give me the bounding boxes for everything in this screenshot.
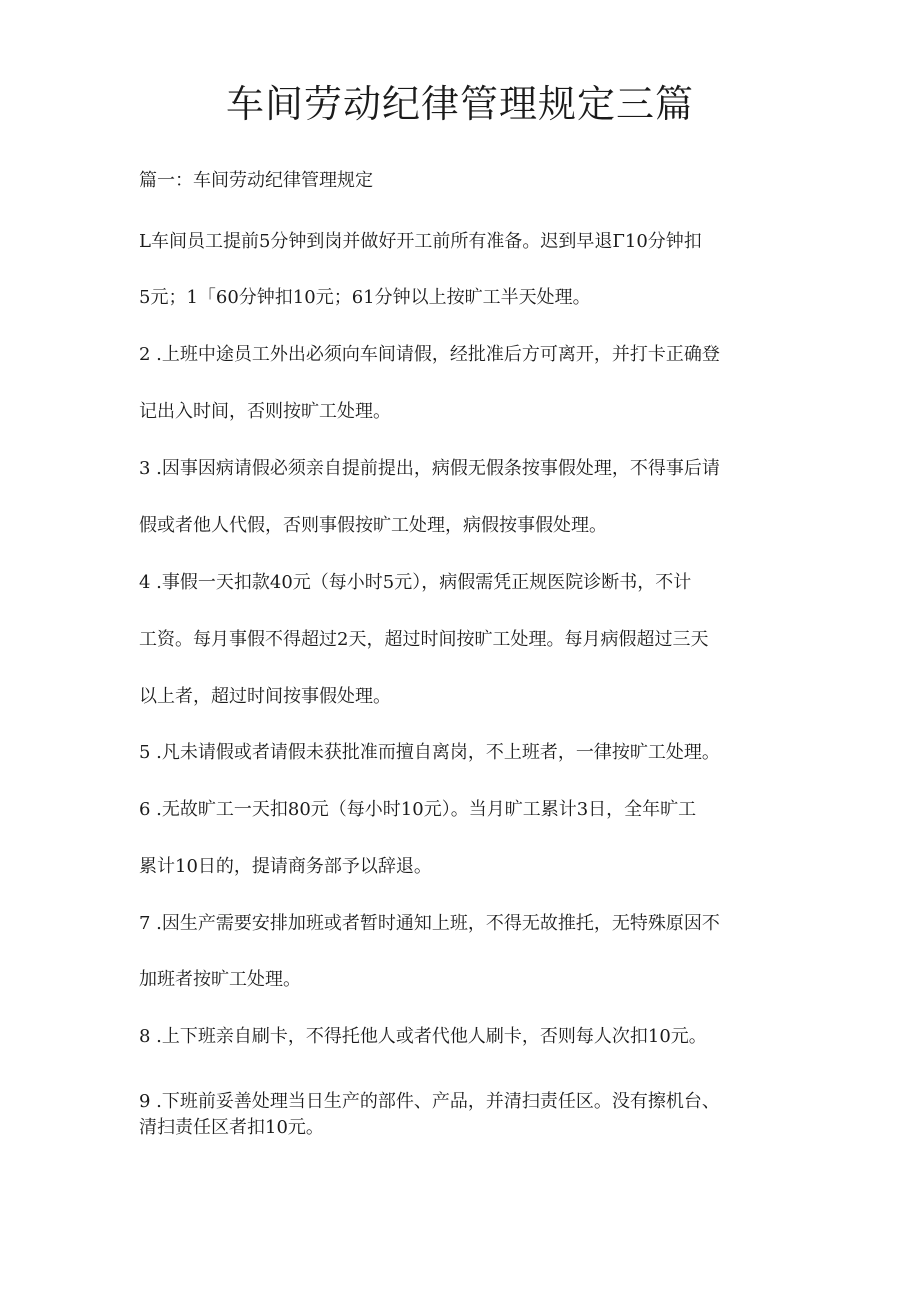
rule-5-line-1: 5 .凡未请假或者请假未获批准而擅自离岗，不上班者，一律按旷工处理。 bbox=[139, 742, 720, 763]
document-title: 车间劳动纪律管理规定三篇 bbox=[225, 82, 694, 126]
rule-1-line-1: L车间员工提前5分钟到岗并做好开工前所有准备。迟到早退Γ10分钟扣 bbox=[139, 231, 702, 252]
rule-7-line-1: 7 .因生产需要安排加班或者暂时通知上班，不得无故推托，无特殊原因不 bbox=[139, 913, 720, 934]
rule-4-line-3: 以上者，超过时间按事假处理。 bbox=[139, 686, 391, 707]
rule-9 bbox=[139, 1089, 809, 1141]
rule-1-line-2: 5元；1「60分钟扣10元；61分钟以上按旷工半天处理。 bbox=[139, 287, 591, 308]
rule-9-line-2: 清扫责任区者扣10元。 bbox=[139, 1117, 324, 1138]
rule-7-line-2: 加班者按旷工处理。 bbox=[139, 969, 301, 990]
rule-4-line-1: 4 .事假一天扣款40元（每小时5元），病假需凭正规医院诊断书，不计 bbox=[139, 572, 692, 593]
rule-3-line-1: 3 .因事因病请假必须亲自提前提出，病假无假条按事假处理，不得事后请 bbox=[139, 458, 720, 479]
rule-8-line-1: 8 .上下班亲自刷卡，不得托他人或者代他人刷卡，否则每人次扣10元。 bbox=[139, 1026, 707, 1047]
rule-6-line-1: 6 .无故旷工一天扣80元（每小时10元）。当月旷工累计3日，全年旷工 bbox=[139, 799, 697, 820]
rule-2-line-2: 记出入时间，否则按旷工处理。 bbox=[139, 401, 391, 422]
rule-4-line-2: 工资。每月事假不得超过2天，超过时间按旷工处理。每月病假超过三天 bbox=[139, 629, 709, 650]
rule-6-line-2: 累计10日的，提请商务部予以辞退。 bbox=[139, 856, 432, 877]
rule-9-line-1: 9 .下班前妥善处理当日生产的部件、产品，并清扫责任区。没有擦机台、 bbox=[139, 1091, 720, 1112]
rule-3-line-2: 假或者他人代假，否则事假按旷工处理，病假按事假处理。 bbox=[139, 515, 607, 536]
section-heading: 篇一：车间劳动纪律管理规定 bbox=[139, 170, 373, 191]
rule-2-line-1: 2 .上班中途员工外出必须向车间请假，经批准后方可离开，并打卡正确登 bbox=[139, 344, 720, 365]
